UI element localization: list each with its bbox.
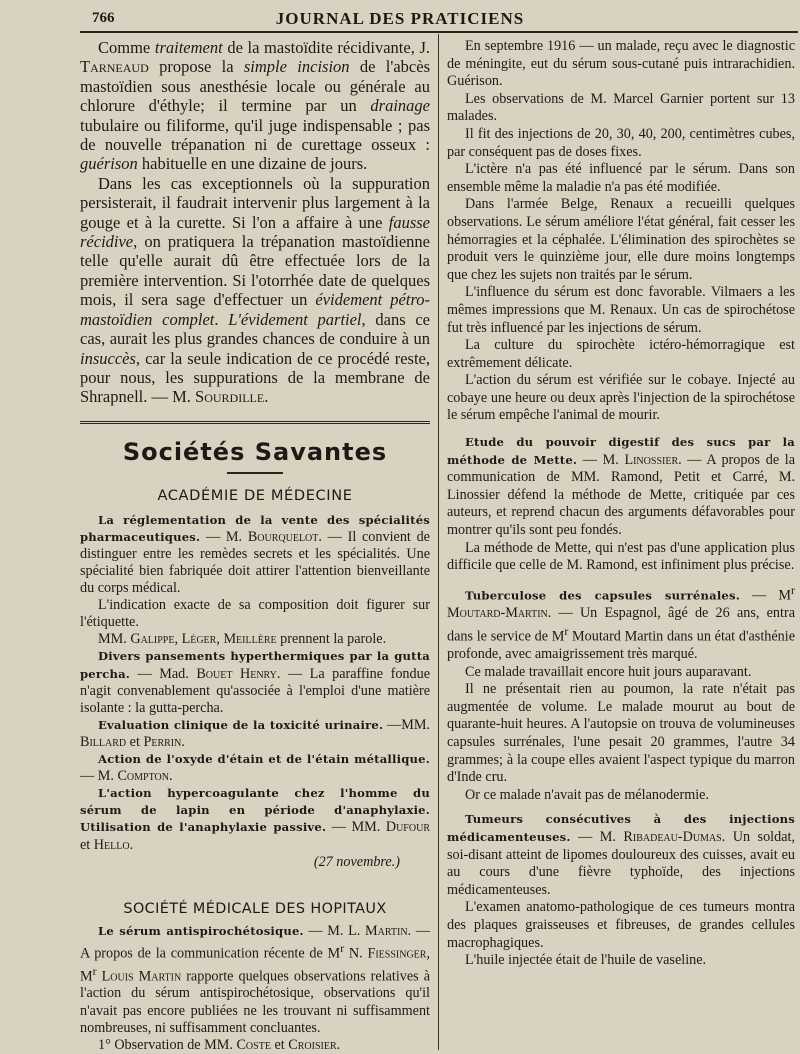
text-run: . — Un Espagnol, âgé de 26 ans, entra dans le service de M	[447, 605, 795, 645]
text-run: ,	[216, 631, 224, 648]
hopitaux-heading: SOCIÉTÉ MÉDICALE DES HOPITAUX	[123, 900, 387, 917]
text-run: . — Il convient de distinguer entre les remèdes secrets et les spécialités. Une spécialité bien fabriquée doit attirer l'attention bienveillante du corps médical.	[80, 528, 430, 597]
text-run: L'action du sérum est vérifiée sur le cobaye. Injecté au cobaye une heure ou deux après l'injection de la spirochétose le sérum empêche l'animal de mourir.	[447, 372, 795, 424]
text-run: En septembre 1916 — un malade, reçu avec le diagnostic de méningite, eut du sérum sous-cutané puis intrarachidien. Guérison.	[447, 38, 795, 90]
report-item	[80, 717, 430, 751]
report-item	[447, 787, 795, 805]
text-run: Dans les cas exceptionnels où la suppuration persisterait, il faudrait intervenir plus largement à la gouge et à la curette. Si l'on a affaire à une	[80, 173, 430, 232]
bold-heading: Le sérum antispirochétosique.	[98, 923, 304, 938]
small-caps-name: Linossier	[624, 451, 679, 468]
bold-heading: La réglementation de la vente des spécialités pharmaceutiques.	[80, 512, 430, 544]
text-run: L'influence du sérum est donc favorable. Vilmaers a les mêmes impressions que M. Renaux. Un cas de spirochétose fut très influencé par les injections de sérum.	[447, 284, 795, 336]
text-run: Moutard Martin dans un état d'asthénie profonde, avec amaigrissement très marqué.	[447, 628, 795, 663]
small-caps-name: Dufour	[385, 819, 430, 836]
small-caps-name: Tarneaud	[80, 57, 149, 77]
report-item	[80, 751, 430, 785]
text-run: . — A propos de la communication de MM. Ramond, Petit et Carré, M. Linossier défend la méthode de Mette, critiquée par ces auteurs, et reprend chacun des arguments défavorables pour montrer qu'ils sont peu fondés.	[447, 451, 795, 539]
text-run: .	[129, 836, 134, 853]
report-item	[80, 785, 430, 853]
text-run: L'indication exacte de sa composition doit figurer sur l'étiquette.	[80, 597, 430, 631]
section-title: Sociétés Savantes	[122, 437, 388, 466]
text-run: — MM.	[326, 819, 386, 836]
small-caps-name: Moutard-Martin	[447, 605, 548, 622]
report-item	[80, 631, 430, 648]
session-date-text: (27 novembre.)	[313, 853, 400, 870]
text-run: , M	[80, 945, 430, 985]
text-run: . Un soldat, soi-disant atteint de lipomes douloureux des cuisses, avait eu au cours d'une fièvre typhoïde, des injections médicamenteuses.	[447, 829, 795, 898]
text-run: et	[126, 733, 144, 750]
text-run: . — A propos de la communication récente de M	[80, 922, 431, 962]
text-run: Dans l'armée Belge, Renaux a recueilli quelques observations. Le sérum améliore l'état général, fait cesser les hémorragies et la céphalée. L'élimination des spirochètes se produit vers le quinzième jour, elle dure moins longtemps que chez les sujets non traités par le sérum.	[447, 196, 795, 283]
bold-heading: Tumeurs consécutives à des injections médicamenteuses.	[447, 812, 795, 844]
small-caps-name: Bouet Henry	[196, 665, 277, 682]
report-item	[80, 597, 430, 631]
text-run: L'examen anatomo-pathologique de ces tumeurs montra des plaques graisseuses et fibreuses, de grandes cellules macrophagiques.	[447, 899, 795, 951]
text-run: Or ce malade n'avait pas de mélanodermie.	[465, 786, 710, 803]
observation-paragraph	[447, 284, 795, 337]
text-run: .	[336, 1036, 341, 1053]
small-caps-name: Ribadeau-Dumas	[623, 829, 722, 845]
small-caps-name: Louis Martin	[101, 968, 182, 985]
observation-paragraph	[447, 161, 795, 196]
bold-heading: Tuberculose des capsules surrénales.	[465, 588, 740, 603]
text-run: MM.	[98, 631, 131, 648]
text-run: prennent la parole.	[276, 631, 387, 648]
bold-heading: Evaluation clinique de la toxicité urinaire.	[98, 717, 384, 732]
report-item	[447, 952, 795, 970]
text-run: propose la	[148, 57, 244, 77]
small-caps-name: Martin	[365, 922, 408, 939]
text-run: .	[181, 733, 185, 750]
session-date	[80, 854, 430, 871]
text-run: Ce malade travaillait encore huit jours auparavant.	[465, 663, 752, 680]
text-run: — Mad.	[130, 665, 197, 682]
text-run: L'ictère n'a pas été influencé par le sérum. Dans son ensemble même la maladie n'a pas été modifiée.	[447, 161, 795, 195]
bold-heading: Action de l'oxyde d'étain et de l'étain métallique.	[98, 752, 430, 767]
text-run: .	[214, 309, 229, 329]
italic-span: simple incision	[243, 57, 350, 77]
small-caps-name: Compton	[117, 768, 169, 785]
mastoiditis-treatment-paragraph	[80, 38, 430, 174]
text-run: — M.	[577, 451, 625, 468]
italic-span: guérison	[80, 154, 138, 174]
text-run: — M.	[200, 528, 248, 545]
observation-paragraph	[447, 38, 795, 91]
superscript: r	[791, 582, 795, 597]
text-run: de l'abcès mastoïdien sous anesthésie locale ou générale au chlorure d'éthyle; il termine par un	[80, 57, 430, 116]
text-run: La culture du spirochète ictéro-hémorragique est extrêmement délicate.	[447, 337, 795, 371]
text-run: ,	[174, 631, 182, 648]
right-column	[447, 38, 795, 970]
column-divider	[438, 34, 439, 1050]
observation-paragraph	[447, 372, 795, 425]
italic-span: L'évidement partiel	[228, 309, 362, 329]
bold-heading: L'action hypercoagulante chez l'homme du sérum de lapin en période d'anaphylaxie. Utilisation de l'anaphylaxie passive.	[80, 786, 430, 835]
observation-paragraph	[447, 196, 795, 284]
report-item	[447, 582, 795, 664]
report-item	[80, 648, 430, 716]
bold-heading: Divers pansements hyperthermiques par la gutta percha.	[80, 649, 430, 681]
text-run: — M. L.	[303, 922, 366, 939]
report-item	[447, 664, 795, 682]
text-run: habituelle en une dizaine de jours.	[137, 154, 368, 174]
small-caps-name: Croisier	[288, 1036, 337, 1053]
section-title-rule	[227, 472, 283, 474]
small-caps-name: Sourdille	[195, 387, 265, 407]
small-caps-name: Fiessinger	[367, 945, 427, 962]
text-run: , dans ce cas, aurait les plus grandes chances de conduire à un	[80, 309, 430, 349]
report-item	[447, 434, 795, 540]
superscript: r	[564, 623, 569, 638]
superscript: r	[92, 963, 97, 978]
italic-span: traitement	[154, 38, 223, 57]
small-caps-name: Léger	[181, 631, 217, 648]
text-run: de la mastoïdite récidivante, J.	[222, 38, 430, 57]
text-run: . — La paraffine fondue n'agit convenablement qu'associée à l'emploi d'une matière isolante : la gutta-percha.	[80, 665, 430, 716]
observation-paragraph	[447, 126, 795, 161]
text-run: Il ne présentait rien au poumon, la rate n'était pas augmentée de volume. Le malade mourut au bout de quarante-huit heures. A l'autopsie on trouva de volumineuses capsules surrénales, l'une pesait 20 grammes, l'autre 34 grammes; à la coupe elles avaient l'aspect typique du marron d'Inde cru.	[447, 681, 795, 786]
small-caps-name: Perrin	[143, 733, 182, 750]
small-caps-name: Coste	[236, 1036, 271, 1053]
small-caps-name: Meillère	[223, 631, 277, 648]
text-run: et	[270, 1036, 289, 1053]
small-caps-name: Hello	[93, 836, 130, 853]
observation-paragraph	[447, 337, 795, 372]
report-item	[80, 512, 430, 597]
text-run: rapporte quelques observations relatives à l'action du sérum antispirochétosique, observations qu'il n'avait pas encore publiées ne les trouvant ni suffisamment nombreuses, ni suffisamment concluantes.	[80, 968, 431, 1036]
mastoiditis-exceptional-cases-paragraph	[80, 174, 430, 407]
bold-heading: Etude du pouvoir digestif des sucs par la méthode de Mette.	[447, 435, 795, 467]
italic-span: évidement pétro-mastoïdien complet	[80, 290, 430, 329]
text-run: .	[264, 387, 269, 407]
text-run: .	[168, 768, 173, 785]
text-run: , car la seule indication de ce procédé reste, pour nous, les suppurations de la membrane de Shrapnell. — M.	[80, 348, 430, 407]
small-caps-name: Billard	[80, 733, 127, 750]
report-item	[447, 540, 795, 575]
superscript: r	[340, 940, 345, 955]
italic-span: fausse récidive	[80, 212, 430, 252]
small-caps-name: Bourquelot	[247, 528, 319, 545]
report-item	[80, 923, 430, 1037]
report-item	[447, 681, 795, 787]
header-rule	[80, 31, 798, 33]
running-header	[0, 0, 800, 32]
text-run: , on pratiquera la trépanation mastoïdienne telle qu'elle aurait dû être effectuée lors de la première intervention. Si l'otorrhée date de quelques mois, il sera sage d'effectuer un	[80, 232, 430, 310]
text-run: — M.	[80, 768, 118, 785]
text-run: La méthode de Mette, qui n'est pas d'une application plus difficile que celle de M. Ramond, est infiniment plus précise.	[447, 539, 795, 574]
report-item	[80, 1037, 430, 1054]
report-item	[447, 899, 795, 952]
italic-span: insuccès	[80, 348, 136, 368]
page-number: 766	[92, 10, 115, 26]
text-run: L'huile injectée était de l'huile de vaseline.	[465, 952, 707, 969]
text-run: — M.	[570, 829, 624, 845]
text-run: Il fit des injections de 20, 30, 40, 200, centimètres cubes, par conséquent pas de doses fixes.	[447, 125, 795, 160]
text-run: 1° Observation de MM.	[98, 1036, 237, 1053]
italic-span: drainage	[370, 96, 430, 116]
text-run: tubulaire ou filiforme, qu'il juge indispensable ; pas de nouvelle trépanation ni de curettage osseux :	[80, 115, 430, 155]
text-run: Les observations de M. Marcel Garnier portent sur 13 malades.	[447, 90, 795, 125]
section-double-rule	[80, 421, 430, 424]
text-run: N.	[344, 945, 368, 962]
report-item	[447, 811, 795, 899]
observation-paragraph	[447, 91, 795, 126]
small-caps-name: Galippe	[130, 631, 175, 648]
text-run: — M	[739, 587, 792, 604]
text-run: Comme	[98, 38, 155, 57]
journal-title: JOURNAL DES PRATICIENS	[275, 9, 525, 28]
text-run: —MM.	[383, 716, 430, 733]
academie-heading: ACADÉMIE DE MÉDECINE	[157, 486, 353, 504]
left-column	[80, 38, 430, 1054]
text-run: et	[80, 836, 94, 853]
